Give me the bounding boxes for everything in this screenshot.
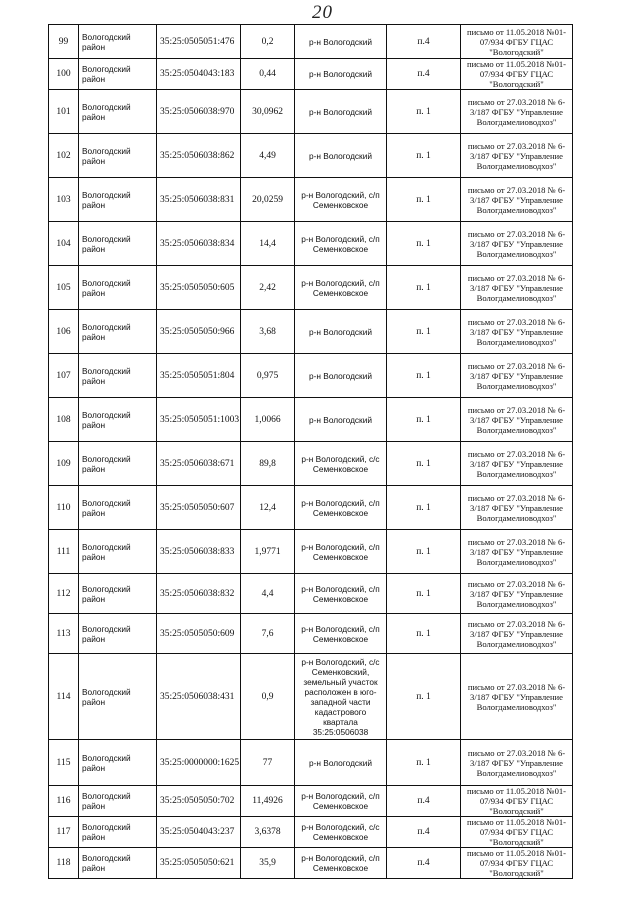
location-cell: р-н Вологодский: [295, 134, 387, 178]
area-cell: 11,4926: [241, 786, 295, 817]
area-cell: 35,9: [241, 848, 295, 879]
area-cell: 4,49: [241, 134, 295, 178]
table-row: [49, 354, 573, 398]
document-cell: письмо от 27.03.2018 № 6-3/187 ФГБУ "Управление Вологдамелиоводхоз": [461, 90, 573, 134]
table-row: [49, 786, 573, 817]
area-cell: 89,8: [241, 442, 295, 486]
table-row: [49, 442, 573, 486]
document-cell: письмо от 11.05.2018 №01-07/934 ФГБУ ГЦАС "Вологодский": [461, 25, 573, 59]
cadastral-number-cell: 35:25:0505050:607: [157, 486, 241, 530]
cadastral-number-cell: 35:25:0506038:431: [157, 654, 241, 740]
land-plots-table: [48, 24, 573, 879]
table-row: [49, 222, 573, 266]
point-cell: п.4: [387, 786, 461, 817]
location-cell: р-н Вологодский, с/с Семенковское: [295, 817, 387, 848]
area-cell: 0,9: [241, 654, 295, 740]
table-row: [49, 614, 573, 654]
row-number: 113: [49, 614, 79, 654]
area-cell: 4,4: [241, 574, 295, 614]
location-cell: р-н Вологодский, с/с Семенковское: [295, 442, 387, 486]
table-row: [49, 740, 573, 786]
area-cell: 12,4: [241, 486, 295, 530]
point-cell: п. 1: [387, 222, 461, 266]
table-row: [49, 817, 573, 848]
point-cell: п.4: [387, 848, 461, 879]
location-cell: р-н Вологодский, с/с Семенковский, земельный участок расположен в юго-западной части кадастрового квартала 35:25:0506038: [295, 654, 387, 740]
cadastral-number-cell: 35:25:0506038:834: [157, 222, 241, 266]
point-cell: п. 1: [387, 654, 461, 740]
row-number: 112: [49, 574, 79, 614]
table-row: [49, 266, 573, 310]
location-cell: р-н Вологодский, с/п Семенковское: [295, 614, 387, 654]
cadastral-number-cell: 35:25:0506038:862: [157, 134, 241, 178]
table-row: [49, 530, 573, 574]
cadastral-number-cell: 35:25:0505051:476: [157, 25, 241, 59]
location-cell: р-н Вологодский, с/п Семенковское: [295, 222, 387, 266]
area-cell: 0,44: [241, 59, 295, 90]
document-cell: письмо от 11.05.2018 №01-07/934 ФГБУ ГЦАС "Вологодский": [461, 848, 573, 879]
point-cell: п. 1: [387, 398, 461, 442]
point-cell: п. 1: [387, 134, 461, 178]
row-number: 109: [49, 442, 79, 486]
district-cell: Вологодский район: [79, 354, 157, 398]
area-cell: 0,2: [241, 25, 295, 59]
document-cell: письмо от 11.05.2018 №01-07/934 ФГБУ ГЦАС "Вологодский": [461, 59, 573, 90]
row-number: 104: [49, 222, 79, 266]
area-cell: 30,0962: [241, 90, 295, 134]
table-row: [49, 398, 573, 442]
row-number: 115: [49, 740, 79, 786]
location-cell: р-н Вологодский: [295, 740, 387, 786]
table-row: [49, 134, 573, 178]
document-cell: письмо от 27.03.2018 № 6-3/187 ФГБУ "Управление Вологдамелиоводхоз": [461, 134, 573, 178]
location-cell: р-н Вологодский, с/п Семенковское: [295, 178, 387, 222]
document-cell: письмо от 27.03.2018 № 6-3/187 ФГБУ "Управление Вологдамелиоводхоз": [461, 486, 573, 530]
row-number: 101: [49, 90, 79, 134]
location-cell: р-н Вологодский, с/п Семенковское: [295, 530, 387, 574]
area-cell: 3,68: [241, 310, 295, 354]
row-number: 108: [49, 398, 79, 442]
district-cell: Вологодский район: [79, 574, 157, 614]
row-number: 103: [49, 178, 79, 222]
table-row: [49, 59, 573, 90]
point-cell: п. 1: [387, 310, 461, 354]
point-cell: п.4: [387, 817, 461, 848]
area-cell: 2,42: [241, 266, 295, 310]
point-cell: п.4: [387, 25, 461, 59]
district-cell: Вологодский район: [79, 786, 157, 817]
cadastral-number-cell: 35:25:0505050:621: [157, 848, 241, 879]
cadastral-number-cell: 35:25:0505050:609: [157, 614, 241, 654]
district-cell: Вологодский район: [79, 134, 157, 178]
district-cell: Вологодский район: [79, 442, 157, 486]
district-cell: Вологодский район: [79, 266, 157, 310]
table-row: [49, 574, 573, 614]
row-number: 105: [49, 266, 79, 310]
cadastral-number-cell: 35:25:0505050:966: [157, 310, 241, 354]
cadastral-number-cell: 35:25:0000000:1625: [157, 740, 241, 786]
area-cell: 0,975: [241, 354, 295, 398]
document-cell: письмо от 27.03.2018 № 6-3/187 ФГБУ "Управление Вологдамелиоводхоз": [461, 310, 573, 354]
area-cell: 14,4: [241, 222, 295, 266]
row-number: 107: [49, 354, 79, 398]
point-cell: п.4: [387, 59, 461, 90]
location-cell: р-н Вологодский: [295, 310, 387, 354]
point-cell: п. 1: [387, 614, 461, 654]
district-cell: Вологодский район: [79, 178, 157, 222]
table-row: [49, 654, 573, 740]
area-cell: 1,0066: [241, 398, 295, 442]
location-cell: р-н Вологодский, с/п Семенковское: [295, 574, 387, 614]
document-cell: письмо от 11.05.2018 №01-07/934 ФГБУ ГЦАС "Вологодский": [461, 817, 573, 848]
row-number: 117: [49, 817, 79, 848]
district-cell: Вологодский район: [79, 310, 157, 354]
district-cell: Вологодский район: [79, 740, 157, 786]
district-cell: Вологодский район: [79, 90, 157, 134]
location-cell: р-н Вологодский, с/п Семенковское: [295, 786, 387, 817]
point-cell: п. 1: [387, 90, 461, 134]
document-cell: письмо от 27.03.2018 № 6-3/187 ФГБУ "Управление Вологдамелиоводхоз": [461, 222, 573, 266]
area-cell: 7,6: [241, 614, 295, 654]
cadastral-number-cell: 35:25:0505050:605: [157, 266, 241, 310]
document-cell: письмо от 27.03.2018 № 6-3/187 ФГБУ "Управление Вологдамелиоводхоз": [461, 398, 573, 442]
row-number: 116: [49, 786, 79, 817]
document-cell: письмо от 27.03.2018 № 6-3/187 ФГБУ "Управление Вологдамелиоводхоз": [461, 654, 573, 740]
cadastral-number-cell: 35:25:0506038:833: [157, 530, 241, 574]
location-cell: р-н Вологодский: [295, 59, 387, 90]
point-cell: п. 1: [387, 266, 461, 310]
cadastral-number-cell: 35:25:0505051:1003: [157, 398, 241, 442]
document-cell: письмо от 27.03.2018 № 6-3/187 ФГБУ "Управление Вологдамелиоводхоз": [461, 442, 573, 486]
cadastral-number-cell: 35:25:0505050:702: [157, 786, 241, 817]
point-cell: п. 1: [387, 530, 461, 574]
page-number: 20: [312, 2, 333, 23]
cadastral-number-cell: 35:25:0506038:671: [157, 442, 241, 486]
document-cell: письмо от 27.03.2018 № 6-3/187 ФГБУ "Управление Вологдамелиоводхоз": [461, 574, 573, 614]
area-cell: 20,0259: [241, 178, 295, 222]
district-cell: Вологодский район: [79, 817, 157, 848]
location-cell: р-н Вологодский, с/п Семенковское: [295, 486, 387, 530]
location-cell: р-н Вологодский: [295, 90, 387, 134]
document-cell: письмо от 27.03.2018 № 6-3/187 ФГБУ "Управление Вологдамелиоводхоз": [461, 740, 573, 786]
district-cell: Вологодский район: [79, 486, 157, 530]
district-cell: Вологодский район: [79, 848, 157, 879]
row-number: 106: [49, 310, 79, 354]
location-cell: р-н Вологодский: [295, 25, 387, 59]
location-cell: р-н Вологодский, с/п Семенковское: [295, 266, 387, 310]
point-cell: п. 1: [387, 740, 461, 786]
cadastral-number-cell: 35:25:0506038:831: [157, 178, 241, 222]
row-number: 111: [49, 530, 79, 574]
document-cell: письмо от 27.03.2018 № 6-3/187 ФГБУ "Управление Вологдамелиоводхоз": [461, 614, 573, 654]
point-cell: п. 1: [387, 574, 461, 614]
table-row: [49, 90, 573, 134]
district-cell: Вологодский район: [79, 654, 157, 740]
location-cell: р-н Вологодский: [295, 354, 387, 398]
district-cell: Вологодский район: [79, 530, 157, 574]
district-cell: Вологодский район: [79, 59, 157, 90]
table-row: [49, 178, 573, 222]
area-cell: 3,6378: [241, 817, 295, 848]
point-cell: п. 1: [387, 178, 461, 222]
table-row: [49, 848, 573, 879]
table-row: [49, 486, 573, 530]
table-row: [49, 25, 573, 59]
district-cell: Вологодский район: [79, 398, 157, 442]
row-number: 100: [49, 59, 79, 90]
row-number: 110: [49, 486, 79, 530]
point-cell: п. 1: [387, 442, 461, 486]
cadastral-number-cell: 35:25:0504043:183: [157, 59, 241, 90]
area-cell: 77: [241, 740, 295, 786]
row-number: 118: [49, 848, 79, 879]
document-cell: письмо от 27.03.2018 № 6-3/187 ФГБУ "Управление Вологдамелиоводхоз": [461, 530, 573, 574]
table-body: [49, 25, 573, 879]
document-cell: письмо от 27.03.2018 № 6-3/187 ФГБУ "Управление Вологдамелиоводхоз": [461, 266, 573, 310]
cadastral-number-cell: 35:25:0506038:970: [157, 90, 241, 134]
cadastral-number-cell: 35:25:0505051:804: [157, 354, 241, 398]
row-number: 102: [49, 134, 79, 178]
document-cell: письмо от 27.03.2018 № 6-3/187 ФГБУ "Управление Вологдамелиоводхоз": [461, 354, 573, 398]
cadastral-number-cell: 35:25:0504043:237: [157, 817, 241, 848]
table-row: [49, 310, 573, 354]
district-cell: Вологодский район: [79, 25, 157, 59]
cadastral-number-cell: 35:25:0506038:832: [157, 574, 241, 614]
district-cell: Вологодский район: [79, 222, 157, 266]
row-number: 114: [49, 654, 79, 740]
point-cell: п. 1: [387, 486, 461, 530]
document-cell: письмо от 11.05.2018 №01-07/934 ФГБУ ГЦАС "Вологодский": [461, 786, 573, 817]
row-number: 99: [49, 25, 79, 59]
location-cell: р-н Вологодский, с/п Семенковское: [295, 848, 387, 879]
point-cell: п. 1: [387, 354, 461, 398]
location-cell: р-н Вологодский: [295, 398, 387, 442]
district-cell: Вологодский район: [79, 614, 157, 654]
document-cell: письмо от 27.03.2018 № 6-3/187 ФГБУ "Управление Вологдамелиоводхоз": [461, 178, 573, 222]
area-cell: 1,9771: [241, 530, 295, 574]
